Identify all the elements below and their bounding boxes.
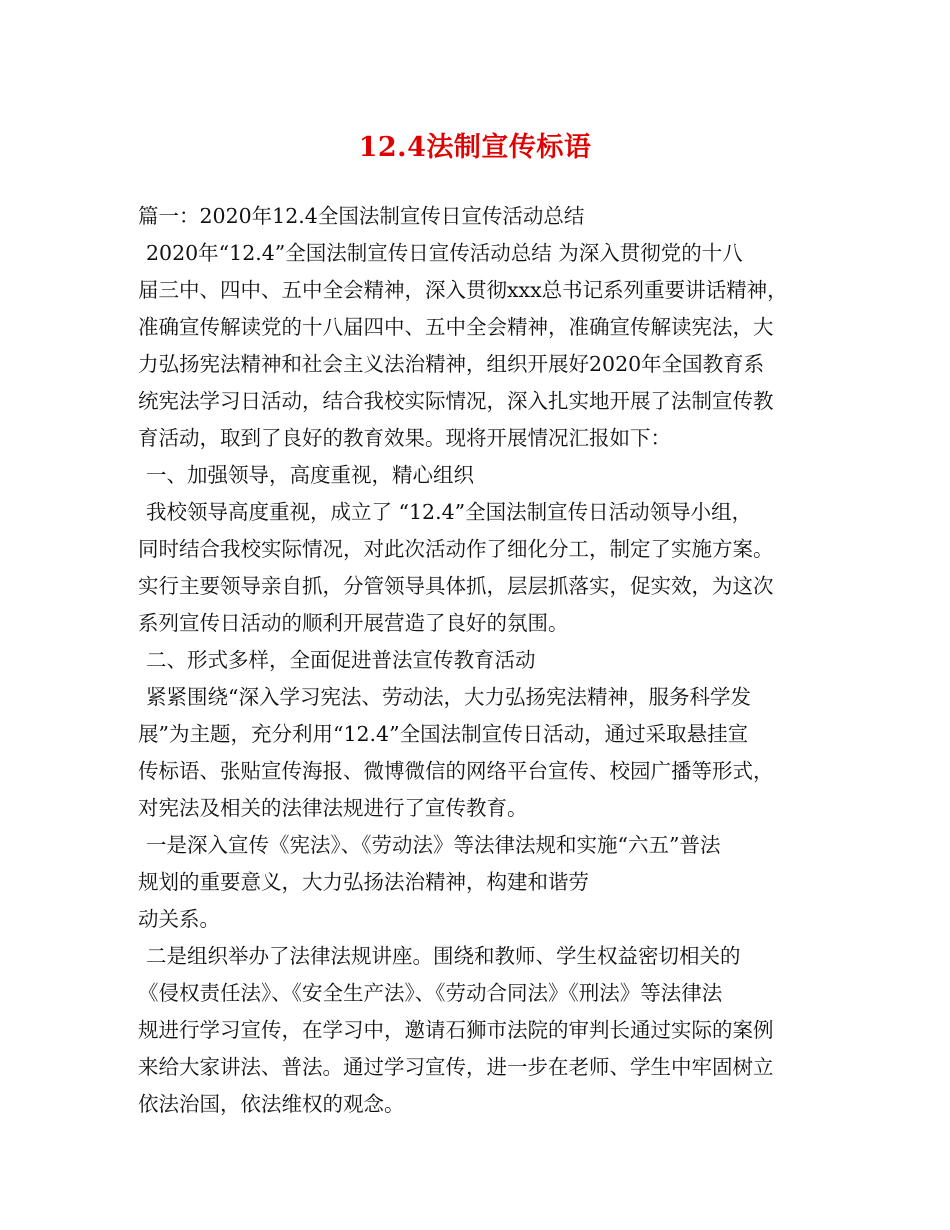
body-line: 实行主要领导亲自抓，分管领导具体抓，层层抓落实，促实效，为这次 bbox=[138, 574, 774, 598]
body-line: 2020年“12.4”全国法制宣传日宣传活动总结 为深入贯彻党的十八 bbox=[146, 241, 743, 265]
body-line: 传标语、张贴宣传海报、微博微信的网络平台宣传、校园广播等形式， bbox=[138, 759, 774, 783]
body-line: 《侵权责任法》、《安全生产法》、《劳动合同法》《刑法》等法律法 bbox=[138, 981, 723, 1005]
body-line: 届三中、四中、五中全会精神，深入贯彻xxx总书记系列重要讲话精神， bbox=[138, 278, 788, 302]
body-line: 紧紧围绕“深入学习宪法、劳动法，大力弘扬宪法精神，服务科学发 bbox=[146, 685, 751, 709]
body-line: 二是组织举办了法律法规讲座。围绕和教师、学生权益密切相关的 bbox=[146, 944, 741, 968]
section-heading: 二、形式多样，全面促进普法宣传教育活动 bbox=[146, 648, 536, 672]
body-line: 统宪法学习日活动，结合我校实际情况，深入扎实地开展了法制宣传教 bbox=[138, 389, 774, 413]
section-heading: 一、加强领导，高度重视，精心组织 bbox=[146, 463, 474, 487]
body-line: 对宪法及相关的法律法规进行了宣传教育。 bbox=[138, 796, 528, 820]
document-title: 12.4法制宣传标语 bbox=[358, 132, 592, 163]
body-line: 规进行学习宣传，在学习中，邀请石狮市法院的审判长通过实际的案例 bbox=[138, 1018, 774, 1042]
body-line: 系列宣传日活动的顺利开展营造了良好的氛围。 bbox=[138, 611, 569, 635]
body-line: 篇一：2020年12.4全国法制宣传日宣传活动总结 bbox=[138, 204, 585, 228]
body-line: 来给大家讲法、普法。通过学习宣传，进一步在老师、学生中牢固树立 bbox=[138, 1055, 774, 1079]
document-body bbox=[138, 198, 822, 1123]
body-line: 动关系。 bbox=[138, 907, 220, 931]
body-line: 一是深入宣传《宪法》、《劳动法》等法律法规和实施“六五”普法 bbox=[146, 833, 721, 857]
body-line: 同时结合我校实际情况，对此次活动作了细化分工，制定了实施方案。 bbox=[138, 537, 774, 561]
body-line: 力弘扬宪法精神和社会主义法治精神，组织开展好2020年全国教育系 bbox=[138, 352, 765, 376]
body-line: 我校领导高度重视，成立了 “12.4”全国法制宣传日活动领导小组， bbox=[146, 500, 753, 524]
body-line: 依法治国，依法维权的观念。 bbox=[138, 1092, 405, 1116]
body-line: 规划的重要意义，大力弘扬法治精神，构建和谐劳 bbox=[138, 870, 589, 894]
body-line: 准确宣传解读党的十八届四中、五中全会精神，准确宣传解读宪法，大 bbox=[138, 315, 774, 339]
body-line: 育活动，取到了良好的教育效果。现将开展情况汇报如下： bbox=[138, 426, 671, 450]
body-line: 展”为主题，充分利用“12.4”全国法制宣传日活动，通过采取悬挂宣 bbox=[138, 722, 749, 746]
